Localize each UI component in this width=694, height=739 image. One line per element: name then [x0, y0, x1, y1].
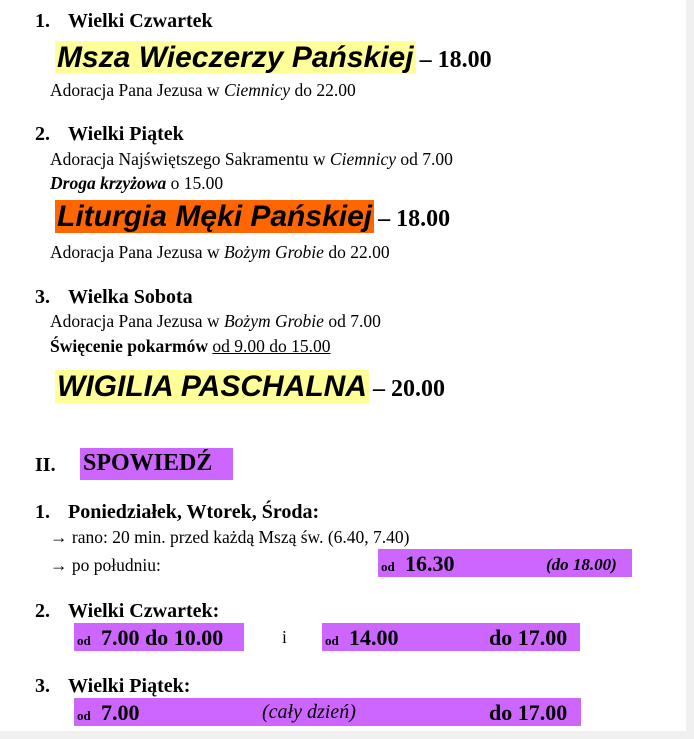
- item-number: 3.: [35, 286, 50, 308]
- grave-adoration-line: Adoracja Pana Jezusa w Bożym Grobie do 22.00: [50, 242, 390, 262]
- day-title: Wielki Czwartek: [68, 10, 213, 32]
- page-right-margin: [686, 0, 694, 739]
- time-slot: od 14.00 do 17.00: [322, 623, 580, 651]
- day-title: Wielki Czwartek:: [68, 600, 220, 622]
- food-blessing-line: Święcenie pokarmów od 9.00 do 15.00: [50, 336, 331, 356]
- section-title: SPOWIEDŹ: [83, 450, 213, 476]
- item-number: 2.: [35, 123, 50, 145]
- section-number: II.: [35, 454, 56, 476]
- mass-time: – 18.00: [419, 47, 492, 73]
- afternoon-label: → po południu:: [50, 555, 161, 575]
- liturgy-line: [55, 199, 450, 235]
- way-of-cross-line: Droga krzyżowa o 15.00: [50, 173, 224, 193]
- morning-line: → rano: 20 min. przed każdą Mszą św. (6.40, 7.40): [50, 527, 410, 547]
- vigil-line: [55, 369, 445, 405]
- item-number: 1.: [35, 501, 50, 523]
- vigil-time: – 20.00: [372, 376, 445, 402]
- and-word: i: [282, 627, 287, 647]
- time-slot: od 7.00 (cały dzień) do 17.00: [74, 698, 581, 726]
- day-title: Wielka Sobota: [68, 286, 193, 308]
- time-slot: od 7.00 do 10.00: [74, 623, 244, 651]
- vigil-title: WIGILIA PASCHALNA: [57, 370, 367, 403]
- item-number: 2.: [35, 600, 50, 622]
- liturgy-time: – 18.00: [378, 206, 451, 232]
- mass-title: Msza Wieczerzy Pańskiej: [57, 41, 414, 74]
- liturgy-title: Liturgia Męki Pańskiej: [57, 200, 373, 233]
- adoration-line: Adoracja Pana Jezusa w Ciemnicy do 22.00: [50, 80, 356, 100]
- item-number: 1.: [35, 10, 50, 32]
- day-title: Wielki Piątek:: [68, 675, 191, 697]
- adoration-line: Adoracja Pana Jezusa w Bożym Grobie od 7.00: [50, 311, 381, 331]
- day-title: Wielki Piątek: [68, 123, 184, 145]
- item-number: 3.: [35, 675, 50, 697]
- mass-line: [55, 40, 492, 76]
- adoration-line: Adoracja Najświętszego Sakramentu w Ciemnicy od 7.00: [50, 149, 453, 169]
- time-slot: od 16.30 (do 18.00): [378, 549, 632, 577]
- day-title: Poniedziałek, Wtorek, Środa:: [68, 501, 320, 523]
- page-bottom-margin: [0, 731, 694, 739]
